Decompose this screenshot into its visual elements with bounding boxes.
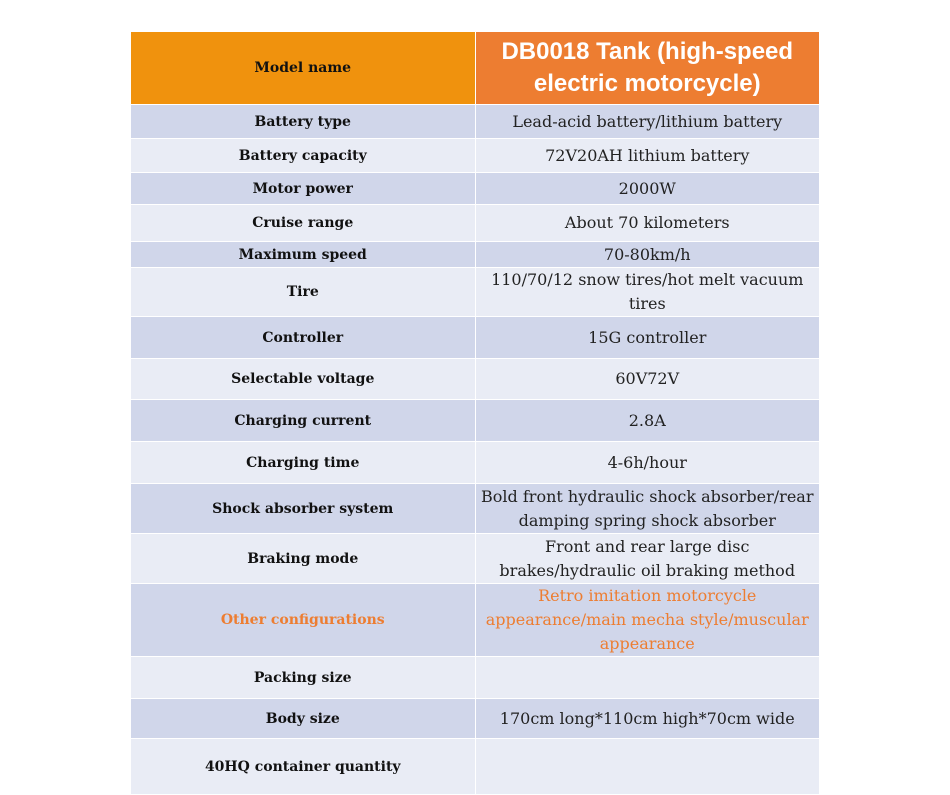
row-value: 15G controller <box>475 317 820 359</box>
row-label: Battery type <box>131 105 476 139</box>
row-value: 72V20AH lithium battery <box>475 139 820 173</box>
row-label: Controller <box>131 317 476 359</box>
table-row <box>131 699 820 739</box>
row-label: Charging current <box>131 400 476 442</box>
row-value: 4-6h/hour <box>475 442 820 484</box>
row-value: Retro imitation motorcycle appearance/main mecha style/muscular appearance <box>475 584 820 657</box>
spec-table <box>130 31 820 795</box>
table-row <box>131 584 820 657</box>
row-value: Lead-acid battery/lithium battery <box>475 105 820 139</box>
row-label: Braking mode <box>131 534 476 584</box>
row-label: Cruise range <box>131 205 476 242</box>
table-row <box>131 105 820 139</box>
row-label: Maximum speed <box>131 242 476 268</box>
table-row <box>131 268 820 317</box>
row-label: Motor power <box>131 173 476 205</box>
table-row <box>131 400 820 442</box>
table-row <box>131 242 820 268</box>
row-value: Front and rear large disc brakes/hydraulic oil braking method <box>475 534 820 584</box>
table-row <box>131 657 820 699</box>
table-row <box>131 317 820 359</box>
row-label: 40HQ container quantity <box>131 739 476 795</box>
row-label: Body size <box>131 699 476 739</box>
table-row-header <box>131 32 820 105</box>
row-value <box>475 739 820 795</box>
row-value: 70-80km/h <box>475 242 820 268</box>
row-value: Bold front hydraulic shock absorber/rear damping spring shock absorber <box>475 484 820 534</box>
row-value: About 70 kilometers <box>475 205 820 242</box>
table-row <box>131 484 820 534</box>
row-label: Other configurations <box>131 584 476 657</box>
row-value: 170cm long*110cm high*70cm wide <box>475 699 820 739</box>
table-row <box>131 534 820 584</box>
table-row <box>131 442 820 484</box>
model-name-label: Model name <box>131 32 476 105</box>
row-value: 110/70/12 snow tires/hot melt vacuum tires <box>475 268 820 317</box>
table-row <box>131 173 820 205</box>
row-value: 60V72V <box>475 359 820 400</box>
row-value: 2.8A <box>475 400 820 442</box>
table-row <box>131 739 820 795</box>
table-row <box>131 359 820 400</box>
row-value: 2000W <box>475 173 820 205</box>
row-label: Battery capacity <box>131 139 476 173</box>
row-label: Charging time <box>131 442 476 484</box>
row-value <box>475 657 820 699</box>
row-label: Selectable voltage <box>131 359 476 400</box>
row-label: Tire <box>131 268 476 317</box>
model-name-value: DB0018 Tank (high-speed electric motorcycle) <box>475 32 820 105</box>
table-row <box>131 139 820 173</box>
table-row <box>131 205 820 242</box>
row-label: Shock absorber system <box>131 484 476 534</box>
row-label: Packing size <box>131 657 476 699</box>
